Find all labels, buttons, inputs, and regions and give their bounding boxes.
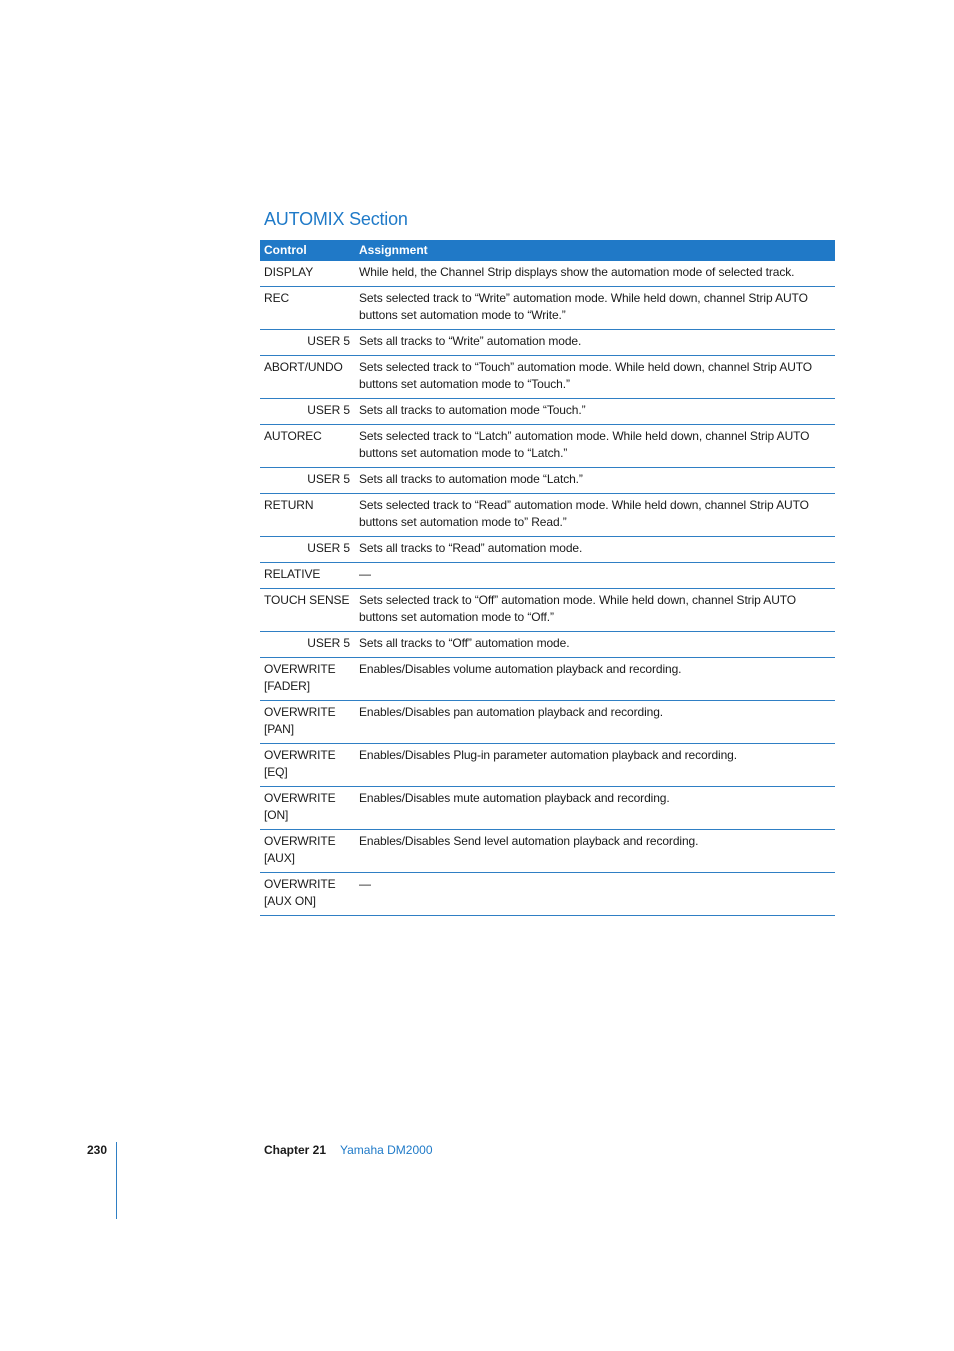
table-header-row bbox=[260, 240, 835, 261]
table-row bbox=[260, 287, 835, 330]
control-cell: USER 5 bbox=[260, 632, 355, 658]
table-row bbox=[260, 330, 835, 356]
table-row bbox=[260, 658, 835, 701]
control-cell: REC bbox=[260, 287, 355, 330]
assignment-cell: — bbox=[355, 873, 835, 916]
assignment-cell: Enables/Disables mute automation playback and recording. bbox=[355, 787, 835, 830]
table-row bbox=[260, 701, 835, 744]
table-row bbox=[260, 494, 835, 537]
table-row bbox=[260, 787, 835, 830]
control-cell: OVERWRITE [AUX] bbox=[260, 830, 355, 873]
table-row bbox=[260, 589, 835, 632]
assignment-cell: Sets selected track to “Touch” automation mode. While held down, channel Strip AUTO buttons set automation mode to “Touch.” bbox=[355, 356, 835, 399]
assignment-cell: Sets selected track to “Write” automation mode. While held down, channel Strip AUTO buttons set automation mode to “Write.” bbox=[355, 287, 835, 330]
control-cell: RETURN bbox=[260, 494, 355, 537]
table-row bbox=[260, 356, 835, 399]
control-cell: OVERWRITE [PAN] bbox=[260, 701, 355, 744]
assignment-cell: Enables/Disables Plug-in parameter automation playback and recording. bbox=[355, 744, 835, 787]
header-assignment: Assignment bbox=[355, 240, 835, 261]
assignment-cell: Enables/Disables pan automation playback and recording. bbox=[355, 701, 835, 744]
control-cell: OVERWRITE [FADER] bbox=[260, 658, 355, 701]
control-cell: DISPLAY bbox=[260, 261, 355, 287]
table-row bbox=[260, 468, 835, 494]
assignment-cell: Sets selected track to “Read” automation mode. While held down, channel Strip AUTO buttons set automation mode to” Read.” bbox=[355, 494, 835, 537]
assignment-cell: Sets all tracks to automation mode “Latch.” bbox=[355, 468, 835, 494]
assignment-cell: Enables/Disables volume automation playback and recording. bbox=[355, 658, 835, 701]
assignment-cell: Sets all tracks to “Off” automation mode. bbox=[355, 632, 835, 658]
control-cell: OVERWRITE [EQ] bbox=[260, 744, 355, 787]
control-cell: OVERWRITE [AUX ON] bbox=[260, 873, 355, 916]
header-control: Control bbox=[260, 240, 355, 261]
control-cell: RELATIVE bbox=[260, 563, 355, 589]
table-row bbox=[260, 261, 835, 287]
chapter-label: Chapter 21 bbox=[264, 1143, 327, 1157]
control-cell: USER 5 bbox=[260, 537, 355, 563]
control-cell: AUTOREC bbox=[260, 425, 355, 468]
table-row bbox=[260, 744, 835, 787]
table-row bbox=[260, 399, 835, 425]
assignment-cell: While held, the Channel Strip displays show the automation mode of selected track. bbox=[355, 261, 835, 287]
assignment-cell: Enables/Disables Send level automation playback and recording. bbox=[355, 830, 835, 873]
assignment-cell: Sets selected track to “Latch” automation mode. While held down, channel Strip AUTO buttons set automation mode to “Latch.” bbox=[355, 425, 835, 468]
automix-table bbox=[260, 240, 835, 916]
table-row bbox=[260, 425, 835, 468]
table-row bbox=[260, 537, 835, 563]
section-title: AUTOMIX Section bbox=[264, 209, 408, 229]
page-number: 230 bbox=[87, 1143, 108, 1157]
assignment-cell: Sets all tracks to “Read” automation mode. bbox=[355, 537, 835, 563]
control-cell: OVERWRITE [ON] bbox=[260, 787, 355, 830]
control-cell: TOUCH SENSE bbox=[260, 589, 355, 632]
footer-divider bbox=[116, 1142, 117, 1219]
assignment-cell: Sets selected track to “Off” automation mode. While held down, channel Strip AUTO buttons set automation mode to “Off.” bbox=[355, 589, 835, 632]
assignment-cell: Sets all tracks to automation mode “Touch.” bbox=[355, 399, 835, 425]
table-row bbox=[260, 563, 835, 589]
control-cell: USER 5 bbox=[260, 399, 355, 425]
chapter-title: Yamaha DM2000 bbox=[340, 1143, 433, 1157]
table-row bbox=[260, 873, 835, 916]
control-cell: USER 5 bbox=[260, 468, 355, 494]
table-row bbox=[260, 830, 835, 873]
assignment-cell: — bbox=[355, 563, 835, 589]
control-cell: ABORT/UNDO bbox=[260, 356, 355, 399]
table-row bbox=[260, 632, 835, 658]
control-cell: USER 5 bbox=[260, 330, 355, 356]
assignment-cell: Sets all tracks to “Write” automation mode. bbox=[355, 330, 835, 356]
